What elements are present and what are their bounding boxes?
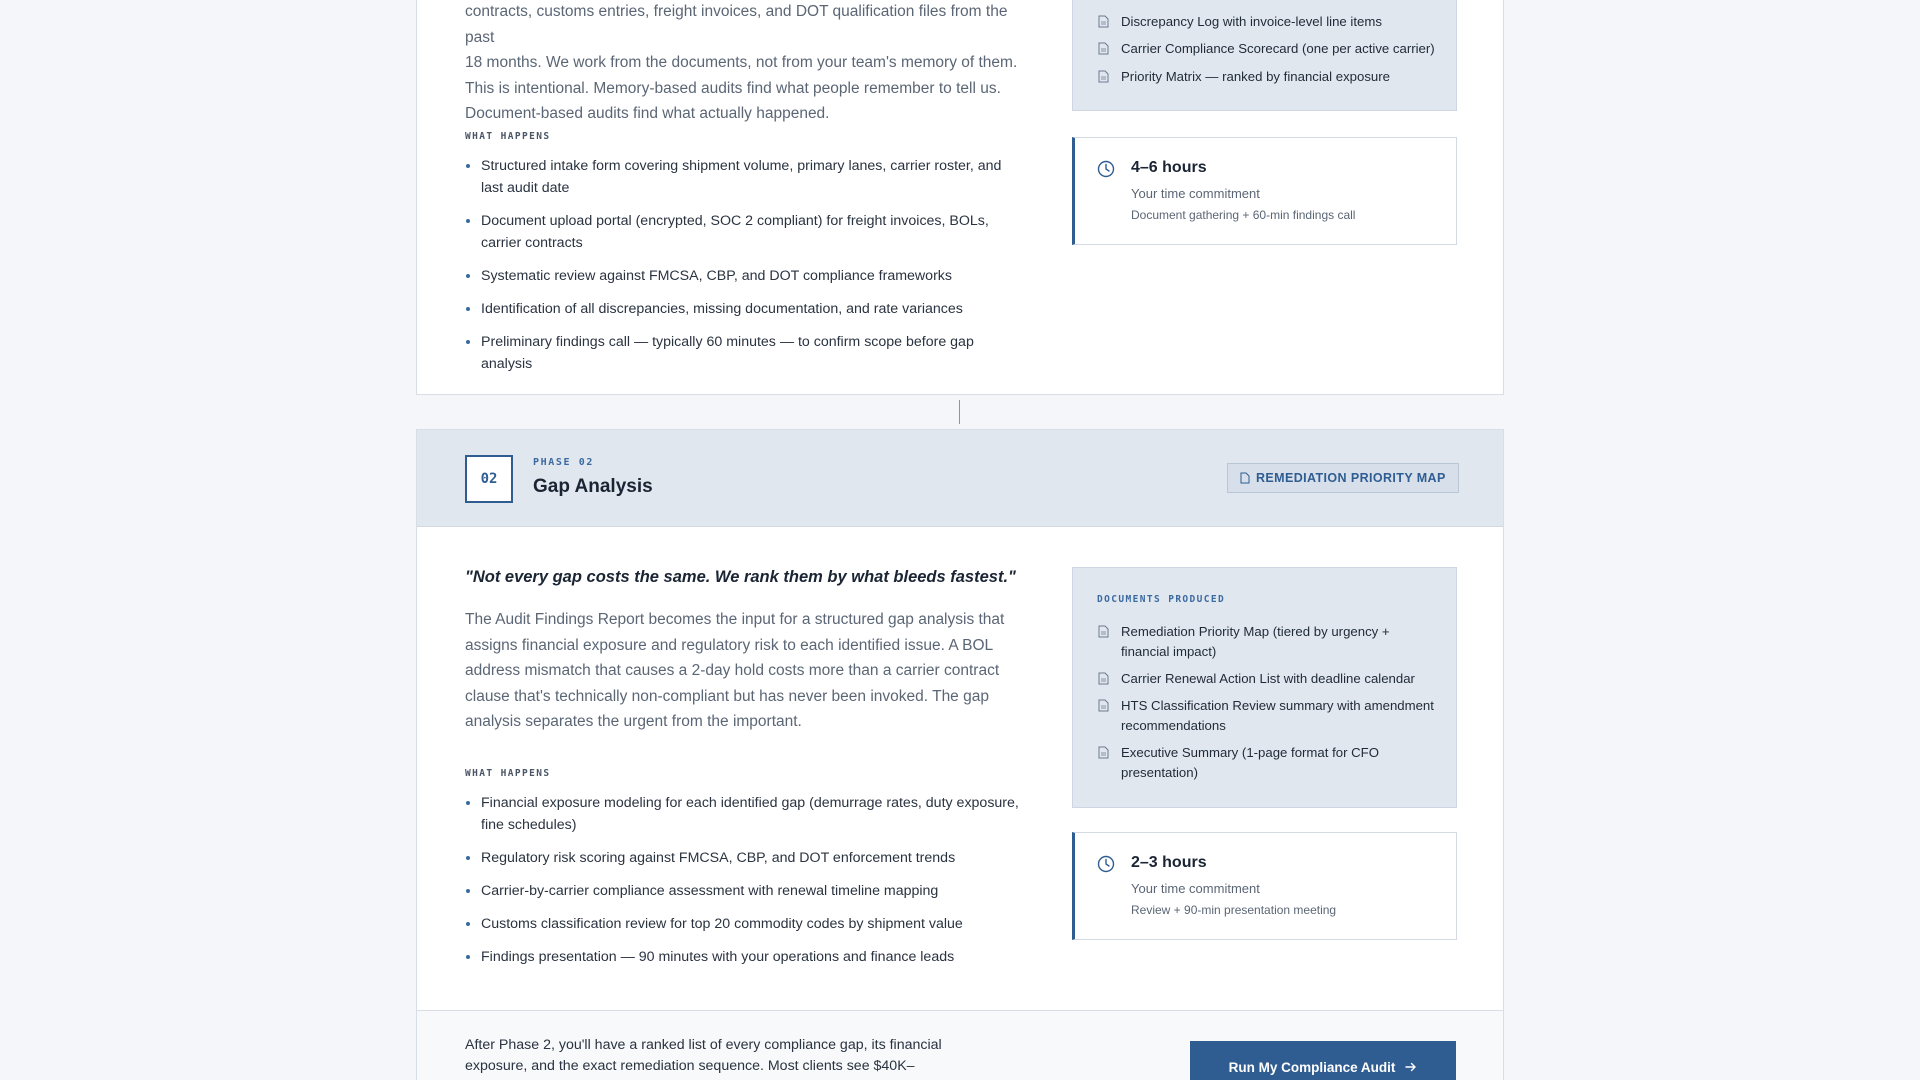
clock-icon	[1097, 855, 1115, 873]
phase-1-intro	[465, 0, 1025, 127]
list-item: Findings presentation — 90 minutes with your operations and finance leads	[465, 946, 1025, 968]
cta-label: Run My Compliance Audit	[1228, 1059, 1396, 1075]
document-label: Carrier Compliance Scorecard (one per active carrier)	[1121, 41, 1435, 56]
clock-icon	[1097, 160, 1115, 178]
document-label: Priority Matrix — ranked by financial exposure	[1121, 69, 1390, 84]
documents-produced-title: DOCUMENTS PRODUCED	[1097, 594, 1226, 605]
list-item: Customs classification review for top 20 commodity codes by shipment value	[465, 913, 1025, 935]
document-icon	[1098, 15, 1109, 28]
document-label: Executive Summary (1-page format for CFO presentation)	[1121, 745, 1379, 780]
document-item	[1097, 696, 1437, 736]
time-hours: 2–3 hours	[1131, 854, 1207, 871]
what-happens-label: WHAT HAPPENS	[465, 131, 551, 142]
run-compliance-audit-button[interactable]	[1190, 1041, 1456, 1080]
phase-2-time-commitment	[1072, 832, 1457, 940]
phase-label: PHASE 02	[533, 457, 594, 468]
phase-connector	[959, 400, 960, 424]
document-item	[1097, 622, 1437, 662]
intro-line: 18 months. We work from the documents, not from your team's memory of them.	[465, 54, 1018, 71]
document-icon	[1098, 625, 1109, 638]
list-item: Financial exposure modeling for each identified gap (demurrage rates, duty exposure, fine schedules)	[465, 792, 1025, 836]
list-item: Systematic review against FMCSA, CBP, and DOT compliance frameworks	[465, 265, 1025, 287]
arrow-right-icon	[1405, 1062, 1417, 1072]
time-note: Review + 90-min presentation meeting	[1131, 903, 1337, 917]
phase-2-body	[465, 607, 1025, 735]
body-line: address mismatch that causes a 2-day hold costs more than a carrier contract	[465, 662, 1000, 679]
phase-2-documents-box	[1072, 567, 1457, 808]
time-commitment-label: Your time commitment	[1131, 186, 1260, 201]
body-line: analysis separates the urgent from the important.	[465, 713, 802, 730]
document-icon	[1098, 672, 1109, 685]
phase-1-description	[465, 0, 1025, 127]
footer-line: exposure, and the exact remediation sequence. Most clients see $40K–	[465, 1058, 915, 1074]
intro-line: contracts, customs entries, freight invoices, and DOT qualification files from the past	[465, 3, 1008, 46]
list-item: Structured intake form covering shipment volume, primary lanes, carrier roster, and last audit date	[465, 155, 1025, 199]
list-item: Carrier-by-carrier compliance assessment with renewal timeline mapping	[465, 880, 1025, 902]
document-item	[1097, 39, 1435, 59]
phase-1-card	[416, 0, 1504, 395]
phase-1-steps	[465, 155, 1025, 375]
what-happens-label: WHAT HAPPENS	[465, 768, 551, 779]
phase-2-header	[417, 430, 1503, 527]
document-item	[1097, 669, 1437, 689]
footer-line: After Phase 2, you'll have a ranked list of every compliance gap, its financial	[465, 1037, 942, 1053]
document-item	[1097, 67, 1390, 87]
document-icon	[1240, 472, 1250, 484]
phase-number: 02	[465, 455, 513, 503]
deliverable-badge	[1227, 463, 1459, 493]
document-label: Carrier Renewal Action List with deadline calendar	[1121, 671, 1415, 686]
body-line: The Audit Findings Report becomes the input for a structured gap analysis that	[465, 611, 1005, 628]
document-label: Remediation Priority Map (tiered by urgency + financial impact)	[1121, 624, 1390, 659]
deliverable-label: REMEDIATION PRIORITY MAP	[1256, 471, 1446, 485]
body-line: assigns financial exposure and regulatory risk to each identified issue. A BOL	[465, 636, 994, 654]
document-label: Discrepancy Log with invoice-level line items	[1121, 14, 1382, 29]
intro-line: This is intentional. Memory-based audits find what people remember to tell us.	[465, 79, 1001, 97]
document-icon	[1098, 699, 1109, 712]
list-item: Identification of all discrepancies, missing documentation, and rate variances	[465, 298, 1025, 320]
document-icon	[1098, 70, 1109, 83]
phase-2-steps	[465, 792, 1025, 968]
phase-1-documents-box	[1072, 0, 1457, 111]
phase-2-card	[416, 429, 1504, 1080]
time-hours: 4–6 hours	[1131, 159, 1207, 176]
footer-summary	[465, 1035, 985, 1077]
intro-line: Document-based audits find what actually happened.	[465, 105, 830, 122]
document-item	[1097, 743, 1397, 783]
phase-2-footer	[417, 1010, 1503, 1080]
body-line: clause that's technically non-compliant but has never been invoked. The gap	[465, 687, 989, 705]
phase-1-time-commitment	[1072, 137, 1457, 245]
phase-2-quote: "Not every gap costs the same. We rank them by what bleeds fastest."	[465, 568, 1016, 586]
document-icon	[1098, 42, 1109, 55]
document-label: HTS Classification Review summary with amendment recommendations	[1121, 698, 1434, 733]
document-icon	[1098, 746, 1109, 759]
list-item: Document upload portal (encrypted, SOC 2 compliant) for freight invoices, BOLs, carrier contracts	[465, 210, 1025, 254]
phase-title: Gap Analysis	[533, 476, 653, 497]
document-item	[1097, 12, 1382, 32]
time-note: Document gathering + 60-min findings call	[1131, 208, 1356, 222]
time-commitment-label: Your time commitment	[1131, 881, 1260, 896]
list-item: Regulatory risk scoring against FMCSA, CBP, and DOT enforcement trends	[465, 847, 1025, 869]
list-item: Preliminary findings call — typically 60 minutes — to confirm scope before gap analysis	[465, 331, 1025, 375]
